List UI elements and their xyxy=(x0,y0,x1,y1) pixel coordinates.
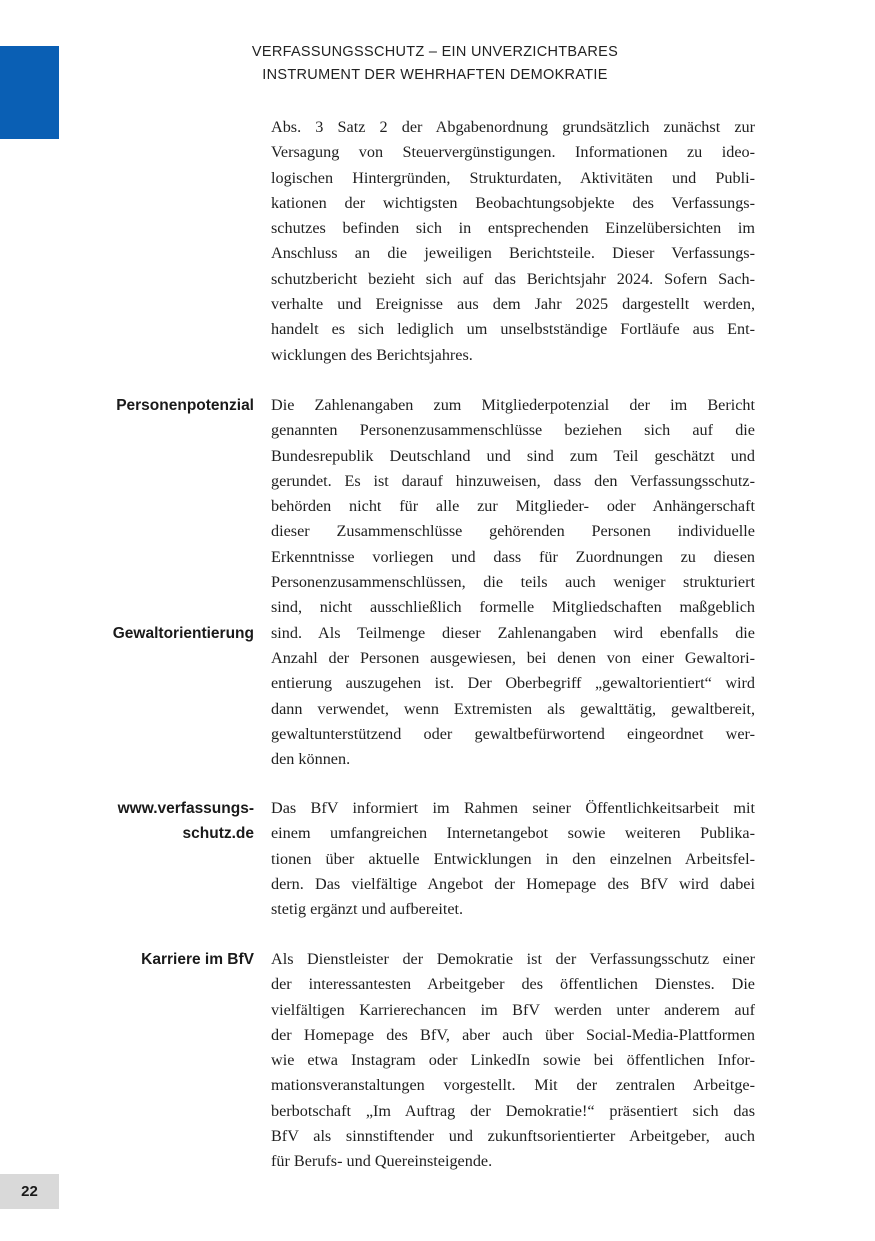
text-line: der Homepage des BfV, aber auch über Social-Media-Plattformen xyxy=(271,1025,755,1044)
text-line: Abs. 3 Satz 2 der Abgabenordnung grundsätzlich zunächst zur xyxy=(271,118,755,136)
text-line: wicklungen des Berichtsjahres. xyxy=(271,345,473,364)
text-line: mationsveranstaltungen vorgestellt. Mit der zentralen Arbeitge- xyxy=(271,1076,755,1095)
margin-label-karriere: Karriere im BfV xyxy=(141,951,254,968)
text-line: Anschluss an die jeweiligen Berichtsteile. Dieser Verfassungs- xyxy=(271,244,755,263)
text-line: sind. Als Teilmenge dieser Zahlenangaben wird ebenfalls die xyxy=(271,623,755,642)
text-line: BfV als sinnstiftender und zukunftsorientierter Arbeitgeber, auch xyxy=(271,1127,755,1146)
text-line: Das BfV informiert im Rahmen seiner Öffentlichkeitsarbeit mit xyxy=(271,799,755,817)
text-line: tionen über aktuelle Entwicklungen in den einzelnen Arbeitsfel- xyxy=(271,849,755,868)
paragraph-karriere xyxy=(271,947,755,1175)
text-line: genannten Personenzusammenschlüsse beziehen sich auf die xyxy=(271,421,755,440)
text-line: Anzahl der Personen ausgewiesen, bei denen von einer Gewaltori- xyxy=(271,648,755,667)
text-line: logischen Hintergründen, Strukturdaten, Aktivitäten und Publi- xyxy=(271,168,755,187)
text-line: gewaltunterstützend oder gewaltbefürwortend eingeordnet wer- xyxy=(271,724,755,743)
text-line: berbotschaft „Im Auftrag der Demokratie!“ präsentiert sich das xyxy=(271,1101,755,1120)
text-line: den können. xyxy=(271,750,351,769)
text-line: wie etwa Instagram oder LinkedIn sowie bei öffentlichen Infor- xyxy=(271,1051,755,1070)
text-line: schutzbericht bezieht sich auf das Berichtsjahr 2024. Sofern Sach- xyxy=(271,269,755,288)
text-line: verhalte und Ereignisse aus dem Jahr 2025 dargestellt werden, xyxy=(271,295,755,314)
chapter-color-tab xyxy=(0,46,59,139)
text-line: sind, nicht ausschließlich formelle Mitgliedschaften maßgeblich xyxy=(271,598,755,617)
paragraph-personenpotenzial xyxy=(271,393,755,772)
text-line: einem umfangreichen Internetangebot sowie weiteren Publika- xyxy=(271,824,755,843)
text-line: handelt es sich lediglich um unselbstständige Fortläufe aus Ent- xyxy=(271,320,755,339)
running-header-line-1: VERFASSUNGSSCHUTZ – EIN UNVERZICHTBARES xyxy=(251,44,619,60)
text-line: Personenzusammenschlüssen, die teils auch weniger strukturiert xyxy=(271,573,755,592)
paragraph-intro-continuation xyxy=(271,115,755,368)
paragraph-website xyxy=(271,796,755,922)
running-header xyxy=(200,41,670,87)
margin-label-gewaltorientierung: Gewaltorientierung xyxy=(112,624,254,642)
text-line: für Berufs- und Quereinsteigende. xyxy=(271,1152,493,1171)
text-line: dann verwendet, wenn Extremisten als gewalttätig, gewaltbereit, xyxy=(271,699,755,718)
text-line: der interessantesten Arbeitgeber des öffentlichen Dienstes. Die xyxy=(271,975,755,994)
text-line: gerundet. Es ist darauf hinzuweisen, dass den Verfassungsschutz- xyxy=(271,471,755,490)
page-number: 22 xyxy=(0,1174,59,1209)
text-line: Die Zahlenangaben zum Mitgliederpotenzial der im Bericht xyxy=(271,396,755,414)
text-line: Erkenntnisse vorliegen und dass für Zuordnungen zu diesen xyxy=(271,547,755,566)
text-line: entierung auszugehen ist. Der Oberbegriff „gewaltorientiert“ wird xyxy=(271,674,755,693)
margin-label-personenpotenzial: Personenpotenzial xyxy=(116,397,254,414)
text-line: Als Dienstleister der Demokratie ist der Verfassungsschutz einer xyxy=(271,950,755,968)
text-line: behörden nicht für alle zur Mitglieder- oder Anhängerschaft xyxy=(271,497,755,516)
text-line: stetig ergänzt und aufbereitet. xyxy=(271,900,464,919)
margin-label-website: www.verfassungs- schutz.de xyxy=(117,800,254,843)
text-line: vielfältigen Karrierechancen im BfV werden unter anderem auf xyxy=(271,1000,755,1019)
text-line: Bundesrepublik Deutschland und sind zum Teil geschätzt und xyxy=(271,446,755,465)
text-line: dern. Das vielfältige Angebot der Homepage des BfV wird dabei xyxy=(271,874,755,893)
text-line: kationen der wichtigsten Beobachtungsobjekte des Verfassungs- xyxy=(271,193,755,212)
running-header-line-2: INSTRUMENT DER WEHRHAFTEN DEMOKRATIE xyxy=(262,67,608,83)
text-line: schutzes befinden sich in entsprechenden Einzelübersichten im xyxy=(271,219,755,238)
text-line: dieser Zusammenschlüsse gehörenden Personen individuelle xyxy=(271,522,755,541)
text-line: Versagung von Steuervergünstigungen. Informationen zu ideo- xyxy=(271,143,755,162)
